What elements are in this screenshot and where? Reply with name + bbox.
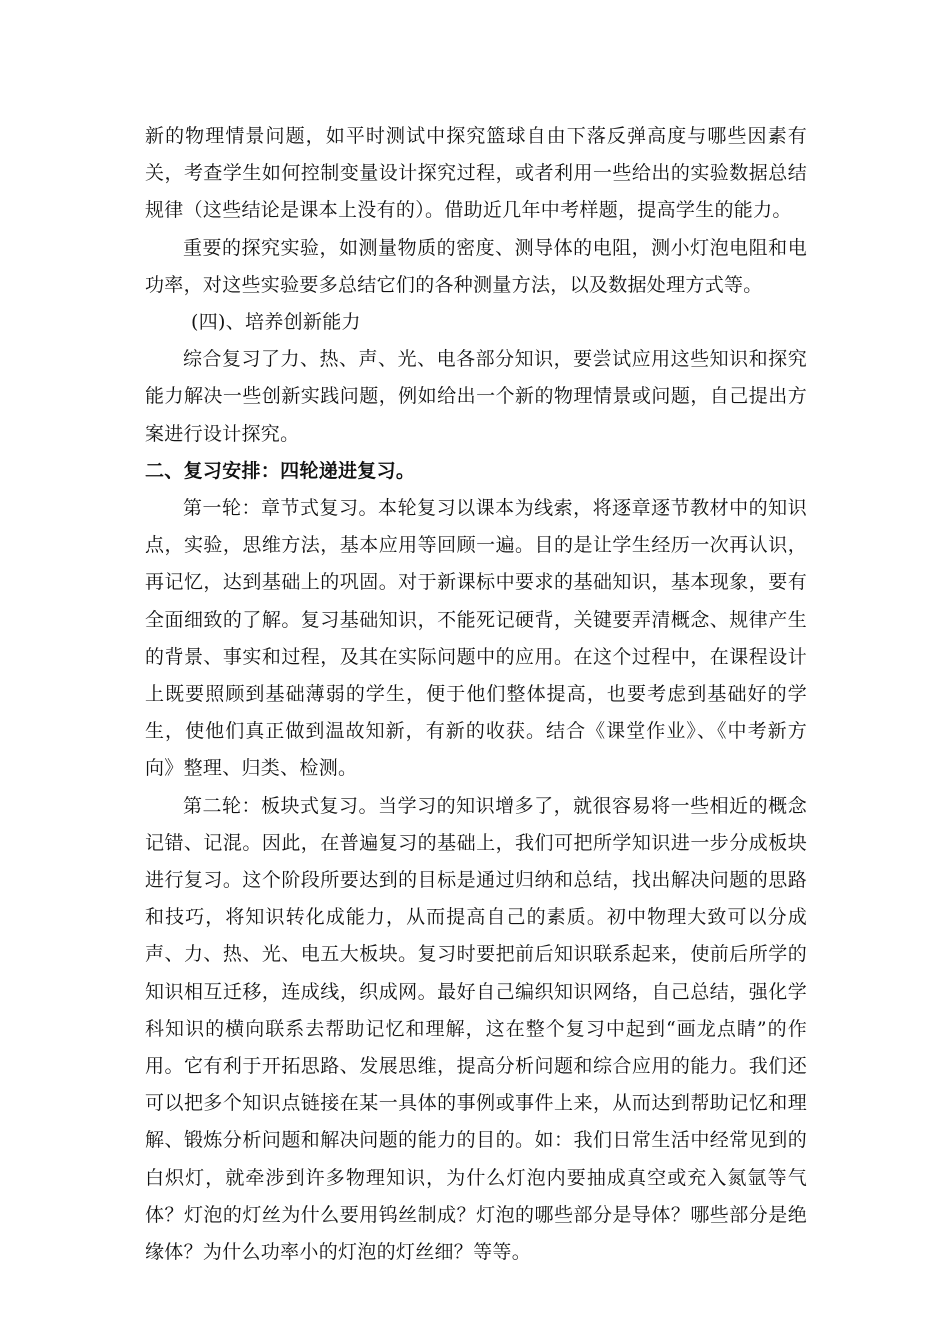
section-heading-review-plan: 二、复习安排：四轮递进复习。 xyxy=(145,459,416,482)
paragraph-round-one: 第一轮：章节式复习。本轮复习以课本为线索，将逐章逐节教材中的知识点，实验，思维方法，基本应用等回顾一遍。目的是让学生经历一次再认识，再记忆，达到基础上的巩固。对于新课标中要求的基础知识，基本现象，要有全面细致的了解。复习基础知识，不能死记硬背，关键要弄清概念、规律产生的背景、事实和过程，及其在实际问题中的应用。在这个过程中，在课程设计上既要照顾到基础薄弱的学生，便于他们整体提高，也要考虑到基础好的学生，使他们真正做到温故知新，有新的收获。结合《课堂作业》、《中考新方向》整理、归类、检测。 xyxy=(145,497,807,780)
subheading-innovation: (四)、培养创新能力 xyxy=(191,311,361,334)
paragraph-experiments: 重要的探究实验，如测量物质的密度、测导体的电阻，测小灯泡电阻和电功率，对这些实验要多总结它们的各种测量方法，以及数据处理方式等。 xyxy=(145,236,807,296)
paragraph-innovation: 综合复习了力、热、声、光、电各部分知识，要尝试应用这些知识和探究能力解决一些创新实践问题，例如给出一个新的物理情景或问题，自己提出方案进行设计探究。 xyxy=(145,348,807,445)
document-body xyxy=(145,118,807,1271)
paragraph-round-two: 第二轮：板块式复习。当学习的知识增多了，就很容易将一些相近的概念记错、记混。因此，在普遍复习的基础上，我们可把所学知识进一步分成板块进行复习。这个阶段所要达到的目标是通过归纳和总结，找出解决问题的思路和技巧，将知识转化成能力，从而提高自己的素质。初中物理大致可以分成声、力、热、光、电五大板块。复习时要把前后知识联系起来，使前后所学的知识相互迁移，连成线，织成网。最好自己编织知识网络，自己总结，强化学科知识的横向联系去帮助记忆和理解，这在整个复习中起到“画龙点睛”的作用。它有利于开拓思路、发展思维，提高分析问题和综合应用的能力。我们还可以把多个知识点链接在某一具体的事例或事件上来，从而达到帮助记忆和理解、锻炼分析问题和解决问题的能力的目的。如：我们日常生活中经常见到的白炽灯，就牵涉到许多物理知识，为什么灯泡内要抽成真空或充入氮氩等气体？灯泡的灯丝为什么要用钨丝制成？灯泡的哪些部分是导体？哪些部分是绝缘体？为什么功率小的灯泡的灯丝细？等等。 xyxy=(145,794,807,1264)
paragraph-continuation: 新的物理情景问题，如平时测试中探究篮球自由下落反弹高度与哪些因素有关，考查学生如何控制变量设计探究过程，或者利用一些给出的实验数据总结规律（这些结论是课本上没有的）。借助近几年中考样题，提高学生的能力。 xyxy=(145,125,807,222)
